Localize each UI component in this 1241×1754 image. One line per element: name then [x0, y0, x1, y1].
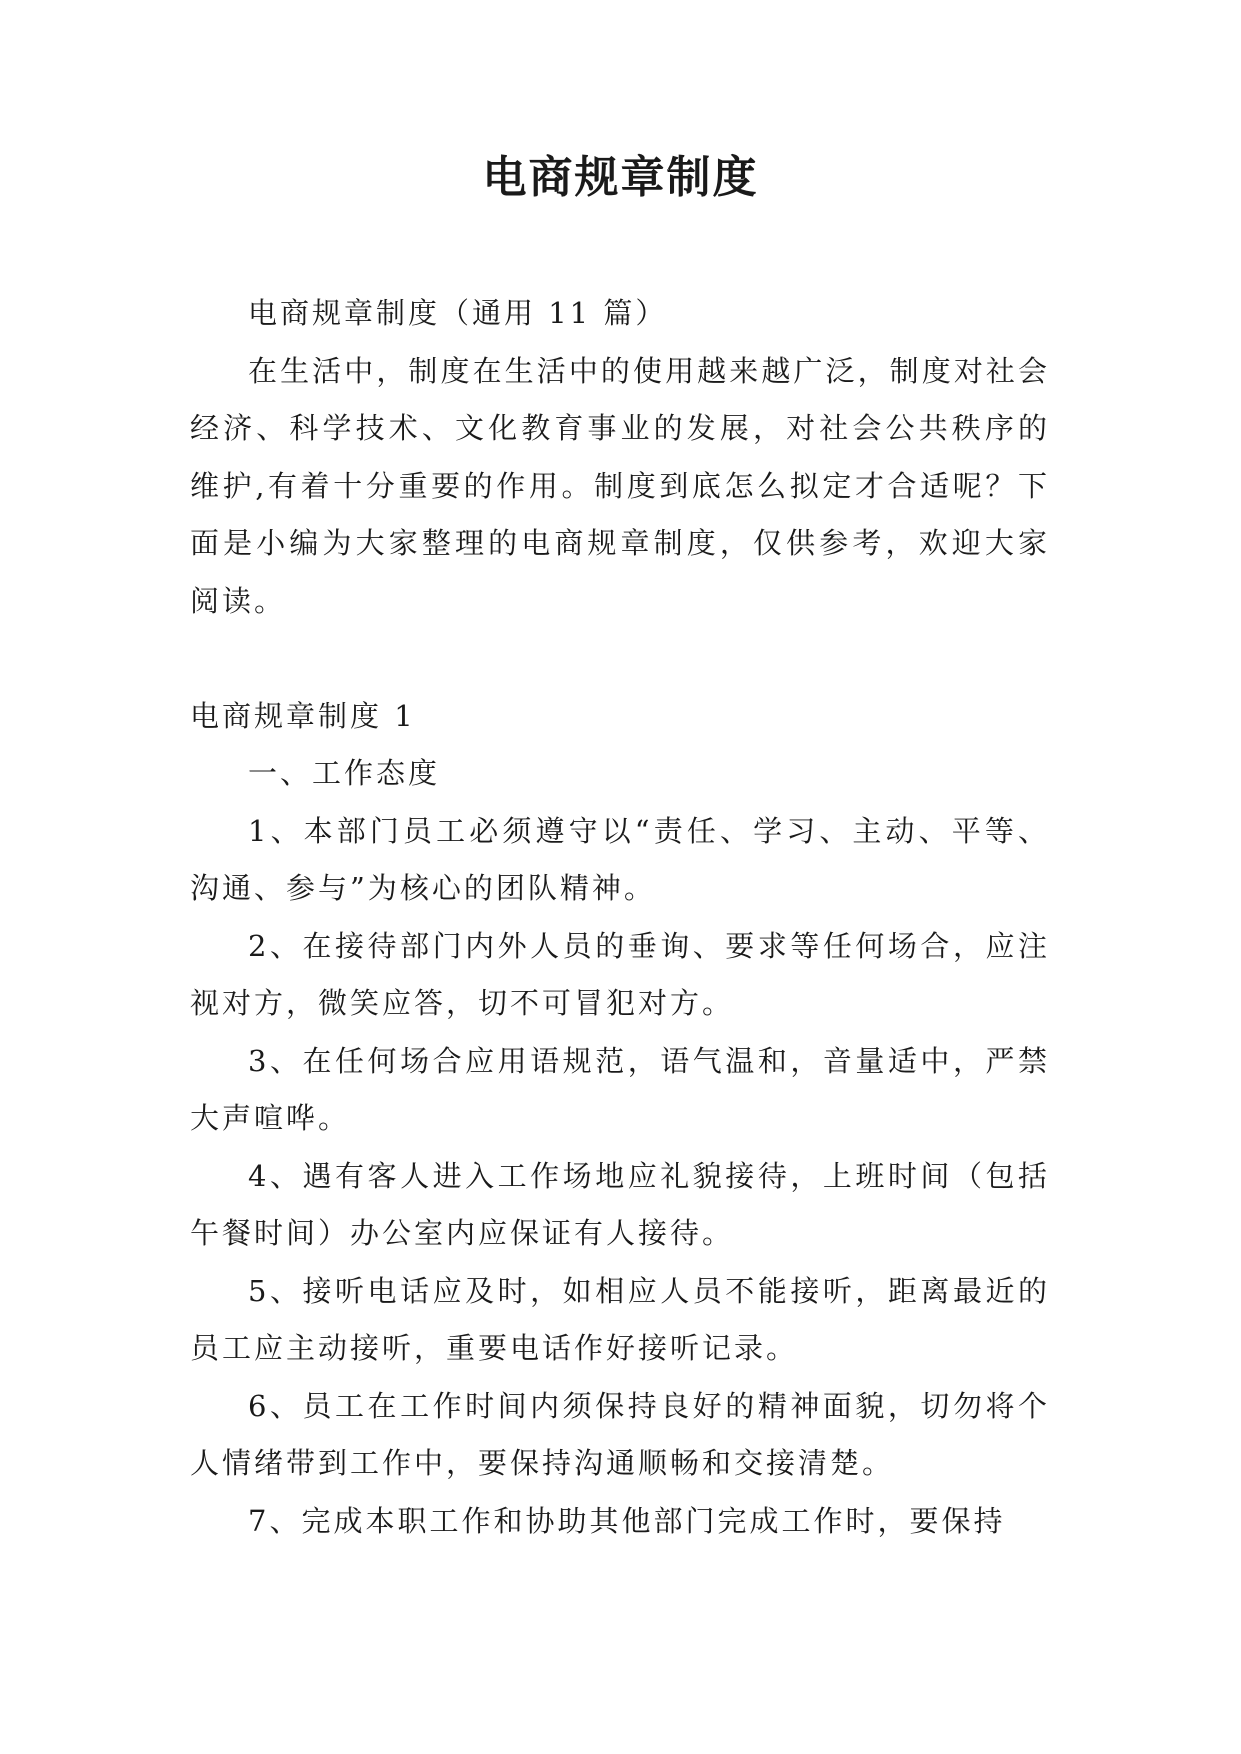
rule-item-2: 2、在接待部门内外人员的垂询、要求等任何场合，应注视对方，微笑应答，切不可冒犯对方。: [190, 928, 1050, 1020]
document-subtitle: 电商规章制度（通用 11 篇）: [248, 296, 668, 330]
paragraph-spacer: [190, 630, 1050, 688]
rule-item-3: 3、在任何场合应用语规范，语气温和，音量适中，严禁大声喧哗。: [190, 1043, 1050, 1135]
intro-paragraph: 在生活中，制度在生活中的使用越来越广泛，制度对社会经济、科学技术、文化教育事业的发展，对社会公共秩序的维护,有着十分重要的作用。制度到底怎么拟定才合适呢？下面是小编为大家整理的电商规章制度，仅供参考，欢迎大家阅读。: [190, 353, 1050, 618]
rule-item-1: 1、本部门员工必须遵守以“责任、学习、主动、平等、沟通、参与”为核心的团队精神。: [190, 813, 1050, 905]
rule-item-6: 6、员工在工作时间内须保持良好的精神面貌，切勿将个人情绪带到工作中，要保持沟通顺畅和交接清楚。: [190, 1388, 1050, 1480]
subsection-heading: 一、工作态度: [248, 756, 441, 790]
rule-item-7: 7、完成本职工作和协助其他部门完成工作时，要保持: [248, 1503, 1006, 1538]
document-body: [190, 285, 1050, 1550]
document-title: 电商规章制度: [482, 152, 759, 203]
rule-item-5: 5、接听电话应及时，如相应人员不能接听，距离最近的员工应主动接听，重要电话作好接听记录。: [190, 1273, 1050, 1365]
rule-item-4: 4、遇有客人进入工作场地应礼貌接待，上班时间（包括午餐时间）办公室内应保证有人接待。: [190, 1158, 1050, 1250]
section-heading: 电商规章制度 1: [190, 698, 416, 733]
